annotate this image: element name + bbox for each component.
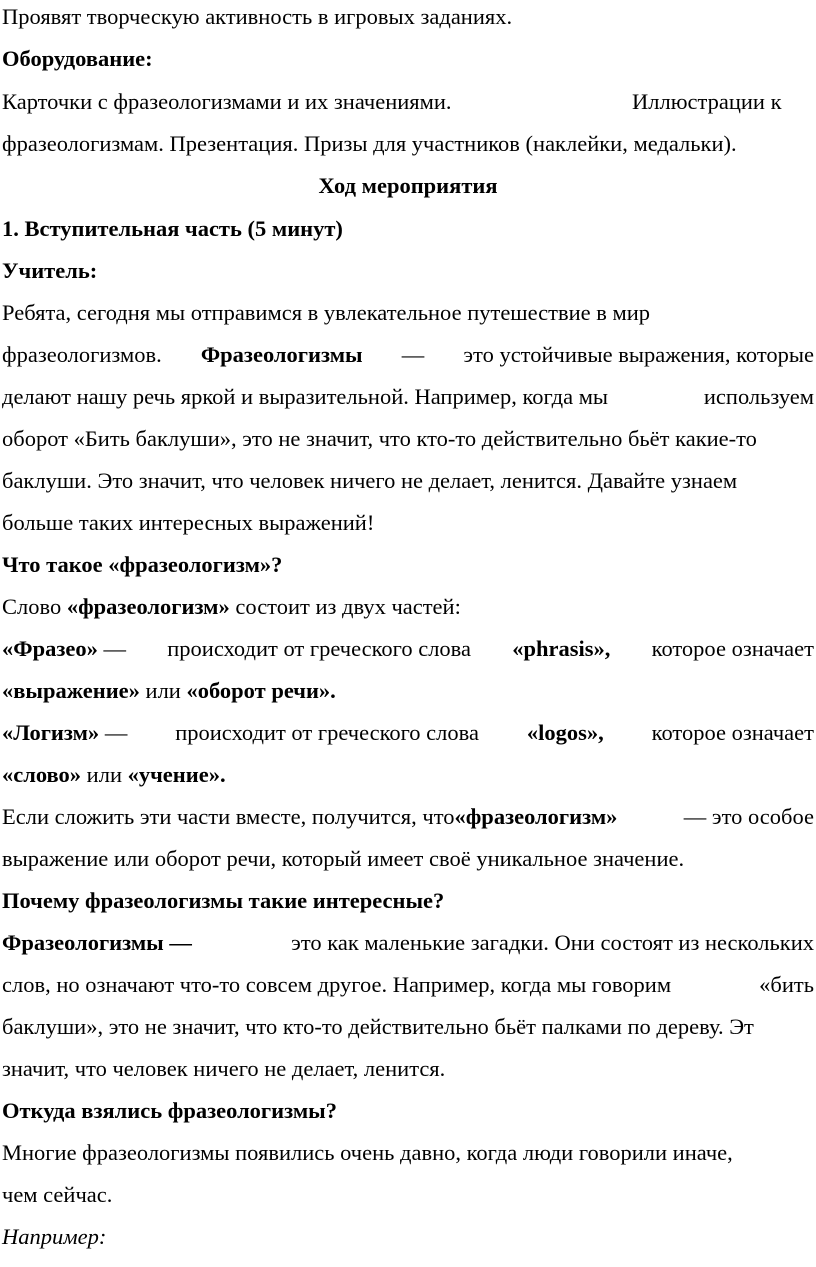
text-line: Ребята, сегодня мы отправимся в увлекательное путешествие в мир [2,300,651,325]
text-span: Слово [2,594,62,619]
dash: — [401,342,425,367]
text-span: Если сложить эти части вместе, получится, что [2,804,455,829]
teacher-label: Учитель: [2,258,98,283]
term-span: «Логизм» [2,720,100,745]
text-span: используем [703,384,814,409]
text-line [0,760,816,790]
term-span: «фразеологизм» [454,804,618,829]
question-heading: Почему фразеологизмы такие интересные? [2,888,445,913]
text-span: это устойчивые выражения, которые [463,342,814,367]
text-line [0,970,816,1000]
text-span: происходит от греческого слова [167,636,471,661]
text-line: чем сейчас. [2,1182,113,1207]
term-span: «logos», [526,720,604,745]
text-line: фразеологизмам. Презентация. Призы для участников (наклейки, медальки). [2,131,737,156]
text-line [0,634,816,664]
text-line: оборот «Бить баклуши», это не значит, что кто-то действительно бьёт какие-то [2,426,757,451]
text-span: фразеологизмов. [2,342,162,367]
text-span: слов, но означают что-то совсем другое. Например, когда мы говорим [2,972,672,997]
dash: — [104,720,128,745]
text-line [0,382,816,412]
text-span: делают нашу речь яркой и выразительной. Например, когда мы [2,384,609,409]
text-span: состоит из двух частей: [235,594,461,619]
question-heading: Что такое «фразеологизм»? [2,552,283,577]
text-span: или [86,762,122,787]
term-span: «оборот речи». [186,678,336,703]
text-line: Многие фразеологизмы появились очень давно, когда люди говорили иначе, [2,1140,733,1165]
term-span: «выражение» [2,678,140,703]
text-line: выражение или оборот речи, который имеет своё уникальное значение. [2,846,685,871]
text-span: Иллюстрации к [632,89,782,114]
text-line: баклуши», это не значит, что кто-то действительно бьёт палками по дереву. Эт [2,1014,754,1039]
text-span: — это особое [683,804,814,829]
term-span: «phrasis», [512,636,611,661]
text-line [0,718,816,748]
text-line: значит, что человек ничего не делает, ленится. [2,1056,446,1081]
question-heading: Откуда взялись фразеологизмы? [2,1098,337,1123]
section-heading: 1. Вступительная часть (5 минут) [2,216,343,241]
dash: — [103,636,126,661]
example-label: Например: [2,1224,107,1249]
term-span: «Фразео» [2,636,98,661]
text-line: Проявят творческую активность в игровых заданиях. [2,4,513,29]
text-line [0,676,816,706]
text-line [0,592,816,622]
text-line [0,802,816,832]
term-span: «слово» [2,762,82,787]
term-span: Фразеологизмы — [2,930,192,955]
term-span: «учение». [127,762,226,787]
text-line: больше таких интересных выражений! [2,510,375,535]
text-span: или [145,678,181,703]
text-span: происходит от греческого слова [175,720,479,745]
text-line [0,87,816,117]
text-span: это как маленькие загадки. Они состоят из нескольких [291,930,814,955]
text-line [0,928,816,958]
text-span: которое означает [651,720,814,745]
event-heading: Ход мероприятия [318,173,498,198]
text-span: которое означает [651,636,814,661]
equipment-heading: Оборудование: [2,46,153,71]
text-line: баклуши. Это значит, что человек ничего не делает, ленится. Давайте узнаем [2,468,738,493]
text-span: Карточки с фразеологизмами и их значениями. [2,89,452,114]
term-span: Фразеологизмы [200,342,363,367]
term-span: «фразеологизм» [66,594,230,619]
text-line [0,340,816,370]
text-span: «бить [759,972,814,997]
